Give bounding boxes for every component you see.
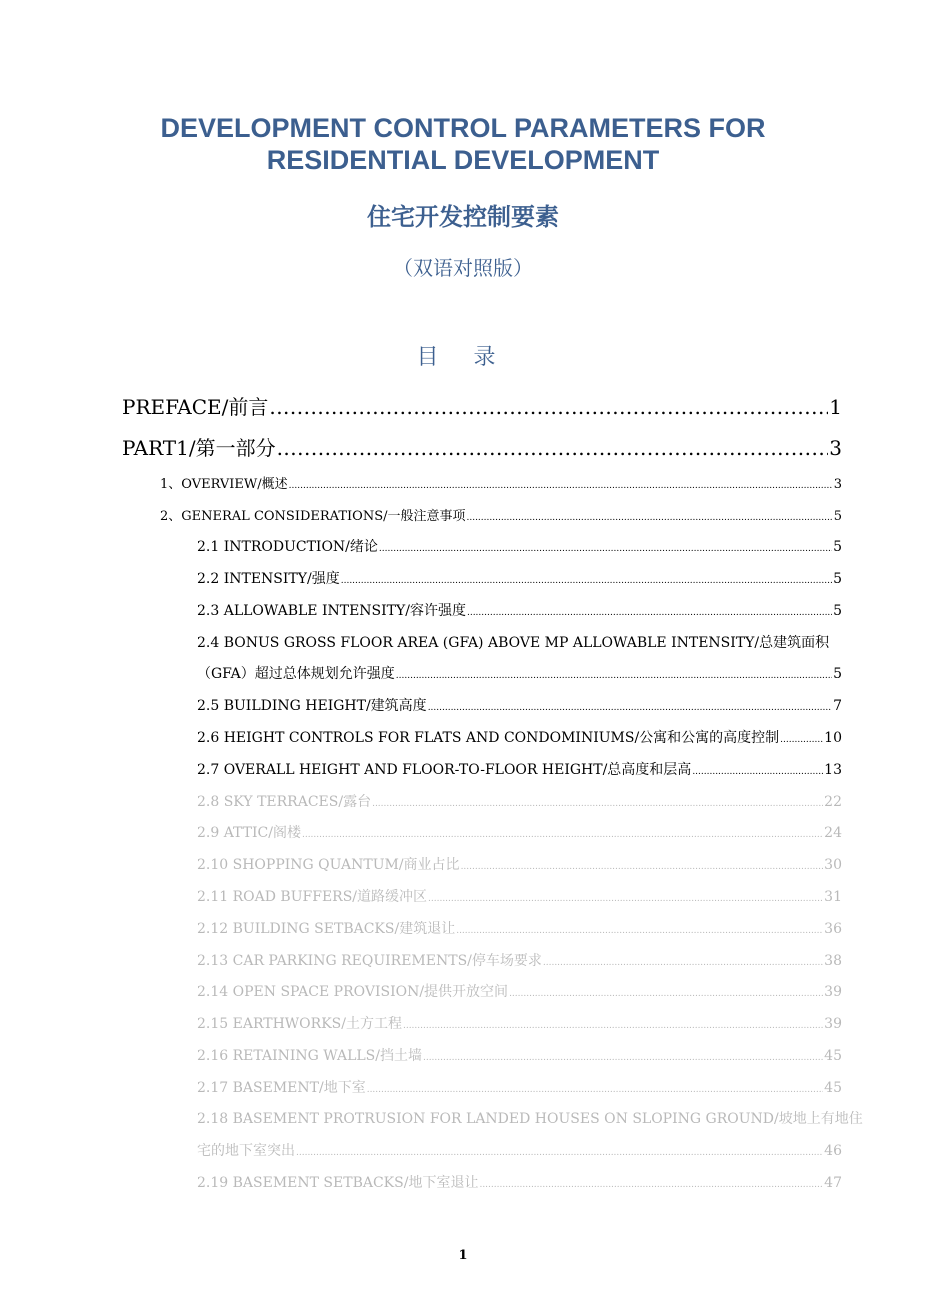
toc-label: 2.15 EARTHWORKS/土方工程	[197, 1016, 402, 1032]
toc-entry-2-6[interactable]	[197, 727, 842, 747]
toc-page: 3	[829, 436, 842, 460]
toc-page: 5	[833, 539, 842, 555]
toc-page: 1	[829, 395, 842, 419]
toc-page: 5	[833, 509, 842, 524]
toc-label: 2.2 INTENSITY/强度	[197, 571, 340, 587]
toc-entry-overview[interactable]	[160, 473, 842, 492]
toc-page: 5	[833, 666, 842, 682]
toc-page: 45	[824, 1048, 842, 1064]
toc-entry-2-18-line1[interactable]: 2.18 BASEMENT PROTRUSION FOR LANDED HOUSES ON SLOPING GROUND/坡地上有地住	[197, 1111, 863, 1127]
toc-page: 45	[824, 1080, 842, 1096]
toc-page: 47	[824, 1175, 842, 1191]
toc-label: 2.17 BASEMENT/地下室	[197, 1080, 366, 1096]
toc-entry-2-15[interactable]	[197, 1013, 842, 1033]
toc-entry-2-12[interactable]	[197, 918, 842, 938]
toc-entry-2-1[interactable]	[197, 536, 842, 556]
toc-label: 2.13 CAR PARKING REQUIREMENTS/停车场要求	[197, 953, 542, 969]
toc-entry-2-2[interactable]	[197, 568, 842, 588]
toc-page: 13	[824, 762, 842, 778]
document-title-chinese: 住宅开发控制要素	[367, 203, 559, 231]
document-subtitle: （双语对照版）	[393, 256, 533, 280]
toc-entry-general[interactable]	[160, 505, 842, 524]
toc-entry-part1[interactable]	[122, 432, 842, 461]
toc-page: 39	[824, 1016, 842, 1032]
toc-label: 2.5 BUILDING HEIGHT/建筑高度	[197, 698, 427, 714]
toc-label: 1、OVERVIEW/概述	[160, 477, 288, 492]
toc-entry-2-19[interactable]	[197, 1172, 842, 1192]
toc-label: 2.19 BASEMENT SETBACKS/地下室退让	[197, 1175, 479, 1191]
title-line-2: RESIDENTIAL DEVELOPMENT	[266, 145, 660, 175]
toc-page: 39	[824, 984, 842, 1000]
toc-label: PART1/第一部分	[122, 436, 276, 460]
toc-entry-2-8[interactable]	[197, 791, 842, 811]
toc-page: 36	[824, 921, 842, 937]
toc-entry-2-11[interactable]	[197, 886, 842, 906]
toc-entry-2-13[interactable]	[197, 950, 842, 970]
toc-entry-2-14[interactable]	[197, 981, 842, 1001]
toc-page: 30	[824, 857, 842, 873]
toc-page: 10	[824, 730, 842, 746]
toc-entry-2-4[interactable]	[197, 663, 842, 683]
toc-label: （GFA）超过总体规划允许强度	[197, 666, 395, 682]
toc-label: PREFACE/前言	[122, 395, 269, 419]
toc-page: 31	[824, 889, 842, 905]
toc-label: 宅的地下室突出	[197, 1143, 295, 1159]
toc-label: 2.16 RETAINING WALLS/挡土墙	[197, 1048, 422, 1064]
toc-entry-preface[interactable]	[122, 391, 842, 420]
toc-label: 2.8 SKY TERRACES/露台	[197, 794, 372, 810]
title-line-1: DEVELOPMENT CONTROL PARAMETERS FOR	[160, 113, 766, 143]
toc-label: 2.6 HEIGHT CONTROLS FOR FLATS AND CONDOMINIUMS/公寓和公寓的高度控制	[197, 730, 780, 746]
toc-label: 2.7 OVERALL HEIGHT AND FLOOR-TO-FLOOR HEIGHT/总高度和层高	[197, 762, 692, 778]
page-number: 1	[458, 1248, 468, 1263]
toc-entry-2-3[interactable]	[197, 600, 842, 620]
toc-heading: 目 录	[416, 345, 510, 370]
toc-entry-2-5[interactable]	[197, 695, 842, 715]
toc-label: 2.12 BUILDING SETBACKS/建筑退让	[197, 921, 456, 937]
toc-entry-2-7[interactable]	[197, 759, 842, 779]
toc-page: 7	[833, 698, 842, 714]
toc-page: 3	[833, 477, 842, 492]
toc-entry-2-16[interactable]	[197, 1045, 842, 1065]
toc-entry-2-4-line1[interactable]: 2.4 BONUS GROSS FLOOR AREA (GFA) ABOVE MP ALLOWABLE INTENSITY/总建筑面积	[197, 635, 830, 651]
toc-page: 38	[824, 953, 842, 969]
toc-label: 2.14 OPEN SPACE PROVISION/提供开放空间	[197, 984, 509, 1000]
document-title-english	[0, 112, 926, 176]
toc-page: 5	[833, 571, 842, 587]
toc-label: 2.11 ROAD BUFFERS/道路缓冲区	[197, 889, 428, 905]
toc-label: 2.9 ATTIC/阁楼	[197, 825, 301, 841]
toc-entry-2-10[interactable]	[197, 854, 842, 874]
toc-label: 2、GENERAL CONSIDERATIONS/一般注意事项	[160, 509, 466, 524]
toc-page: 24	[824, 825, 842, 841]
toc-page: 5	[833, 603, 842, 619]
toc-entry-2-18[interactable]	[197, 1140, 842, 1160]
toc-label: 2.10 SHOPPING QUANTUM/商业占比	[197, 857, 460, 873]
toc-entry-2-9[interactable]	[197, 822, 842, 842]
toc-page: 22	[824, 794, 842, 810]
toc-entry-2-17[interactable]	[197, 1077, 842, 1097]
toc-label: 2.3 ALLOWABLE INTENSITY/容许强度	[197, 603, 466, 619]
toc-page: 46	[824, 1143, 842, 1159]
toc-label: 2.1 INTRODUCTION/绪论	[197, 539, 378, 555]
